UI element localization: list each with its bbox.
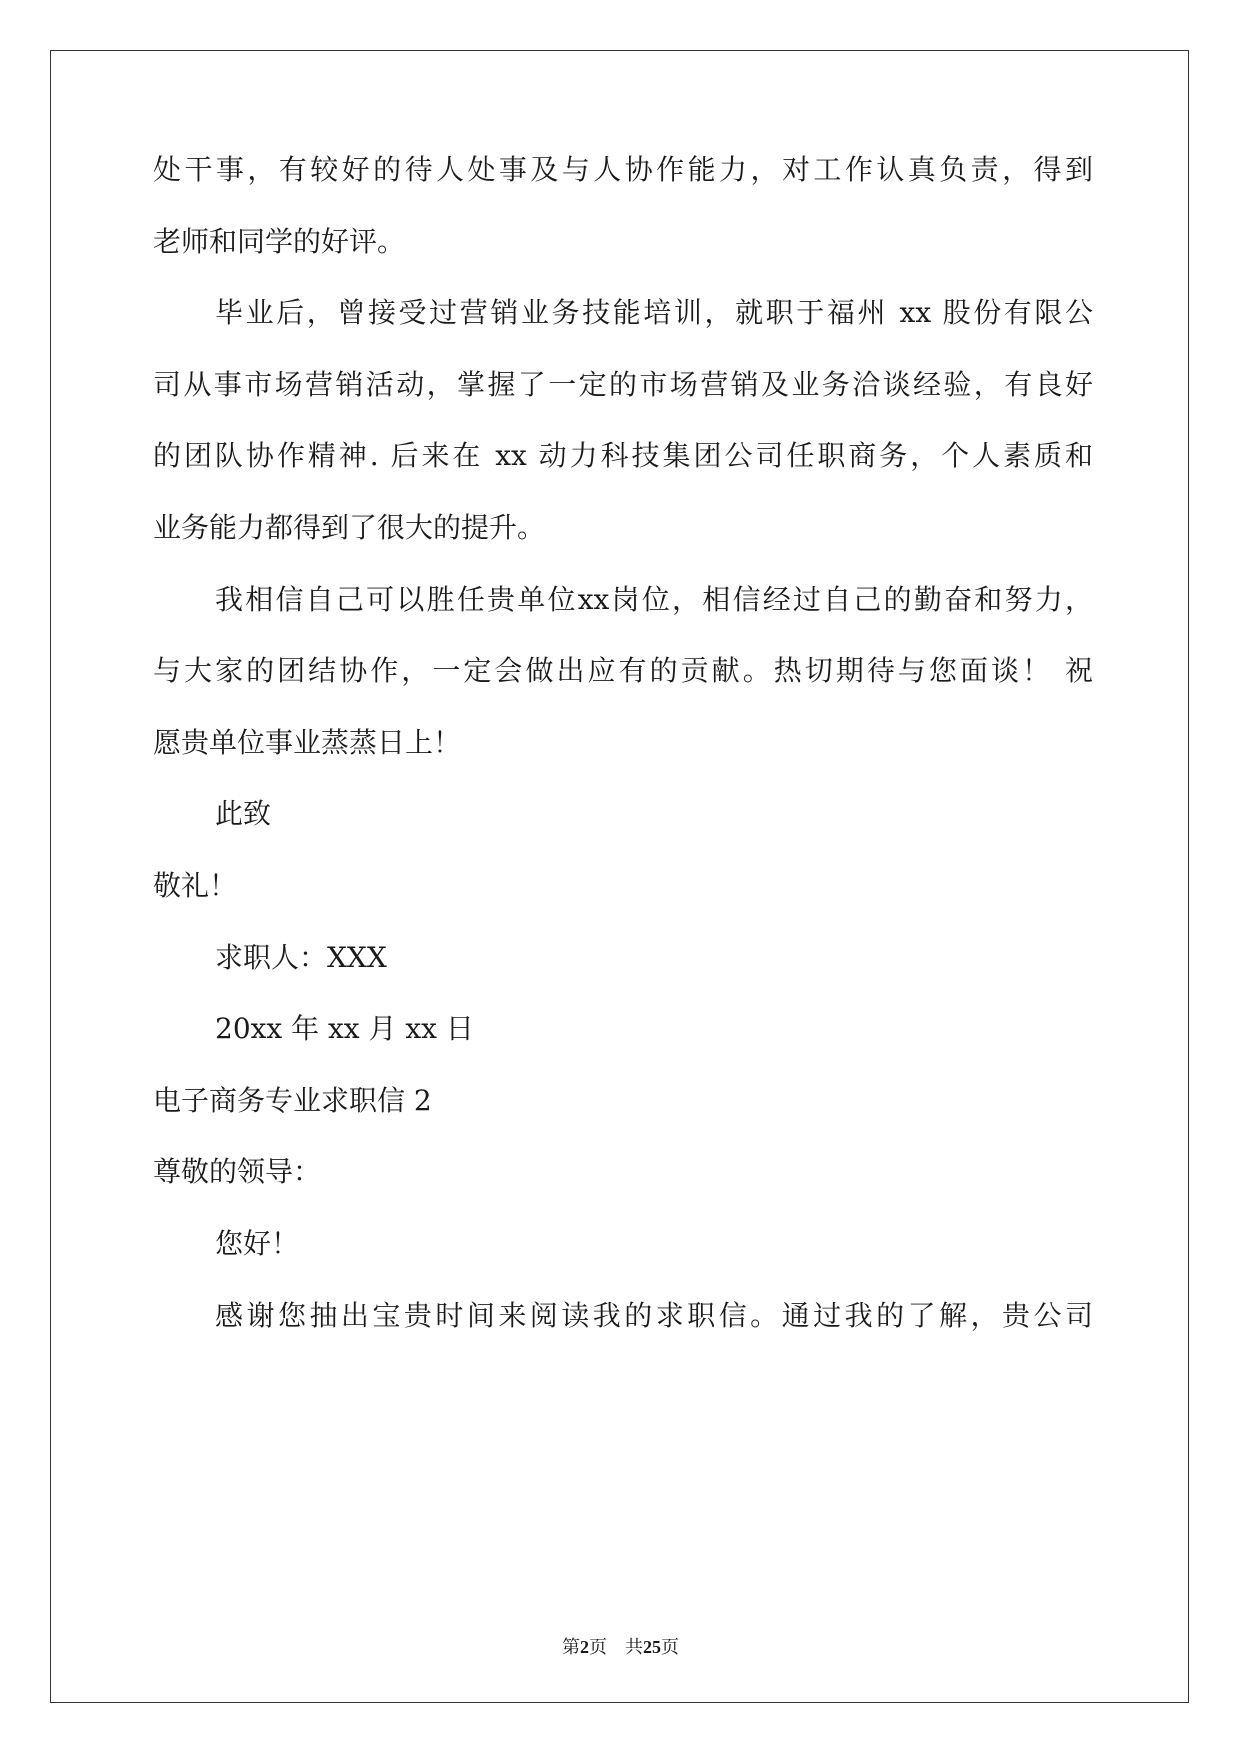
text-line: 敬礼！ (153, 869, 238, 902)
text-line: 电子商务专业求职信 2 (153, 1083, 432, 1117)
text-line: 老师和同学的好评。 (153, 224, 406, 258)
text-line: 愿贵单位事业蒸蒸日上！ (153, 725, 462, 759)
footer-suffix: 页 (661, 1637, 679, 1657)
text-line: 司从事市场营销活动，掌握了一定的市场营销及业务洽谈经验，有良好 (153, 367, 1093, 401)
footer-mid: 页 共 (589, 1637, 643, 1657)
text-line: 的团队协作精神. 后来在 xx 动力科技集团公司任职商务，个人素质和 (153, 439, 1093, 473)
text-line: 与大家的团结协作，一定会做出应有的贡献。热切期待与您面谈！ 祝 (153, 654, 1093, 688)
text-line: 我相信自己可以胜任贵单位xx岗位，相信经过自己的勤奋和努力， (215, 582, 1093, 616)
text-line: 求职人：XXX (215, 940, 387, 974)
text-line: 毕业后，曾接受过营销业务技能培训，就职于福州 xx 股份有限公 (215, 296, 1093, 330)
text-line: 处干事，有较好的待人处事及与人协作能力，对工作认真负责，得到 (153, 153, 1093, 186)
footer-page-number: 2 (580, 1637, 589, 1657)
text-line: 业务能力都得到了很大的提升。 (153, 511, 546, 544)
text-line: 20xx 年 xx 月 xx 日 (215, 1012, 474, 1046)
footer-total-pages: 25 (643, 1637, 661, 1657)
text-line: 此致 (215, 797, 272, 831)
text-line: 尊敬的领导： (153, 1155, 322, 1189)
text-line: 您好！ (215, 1227, 300, 1260)
text-line: 感谢您抽出宝贵时间来阅读我的求职信。通过我的了解，贵公司 (215, 1298, 1093, 1332)
page-footer (0, 1635, 1241, 1659)
footer-prefix: 第 (562, 1637, 580, 1657)
